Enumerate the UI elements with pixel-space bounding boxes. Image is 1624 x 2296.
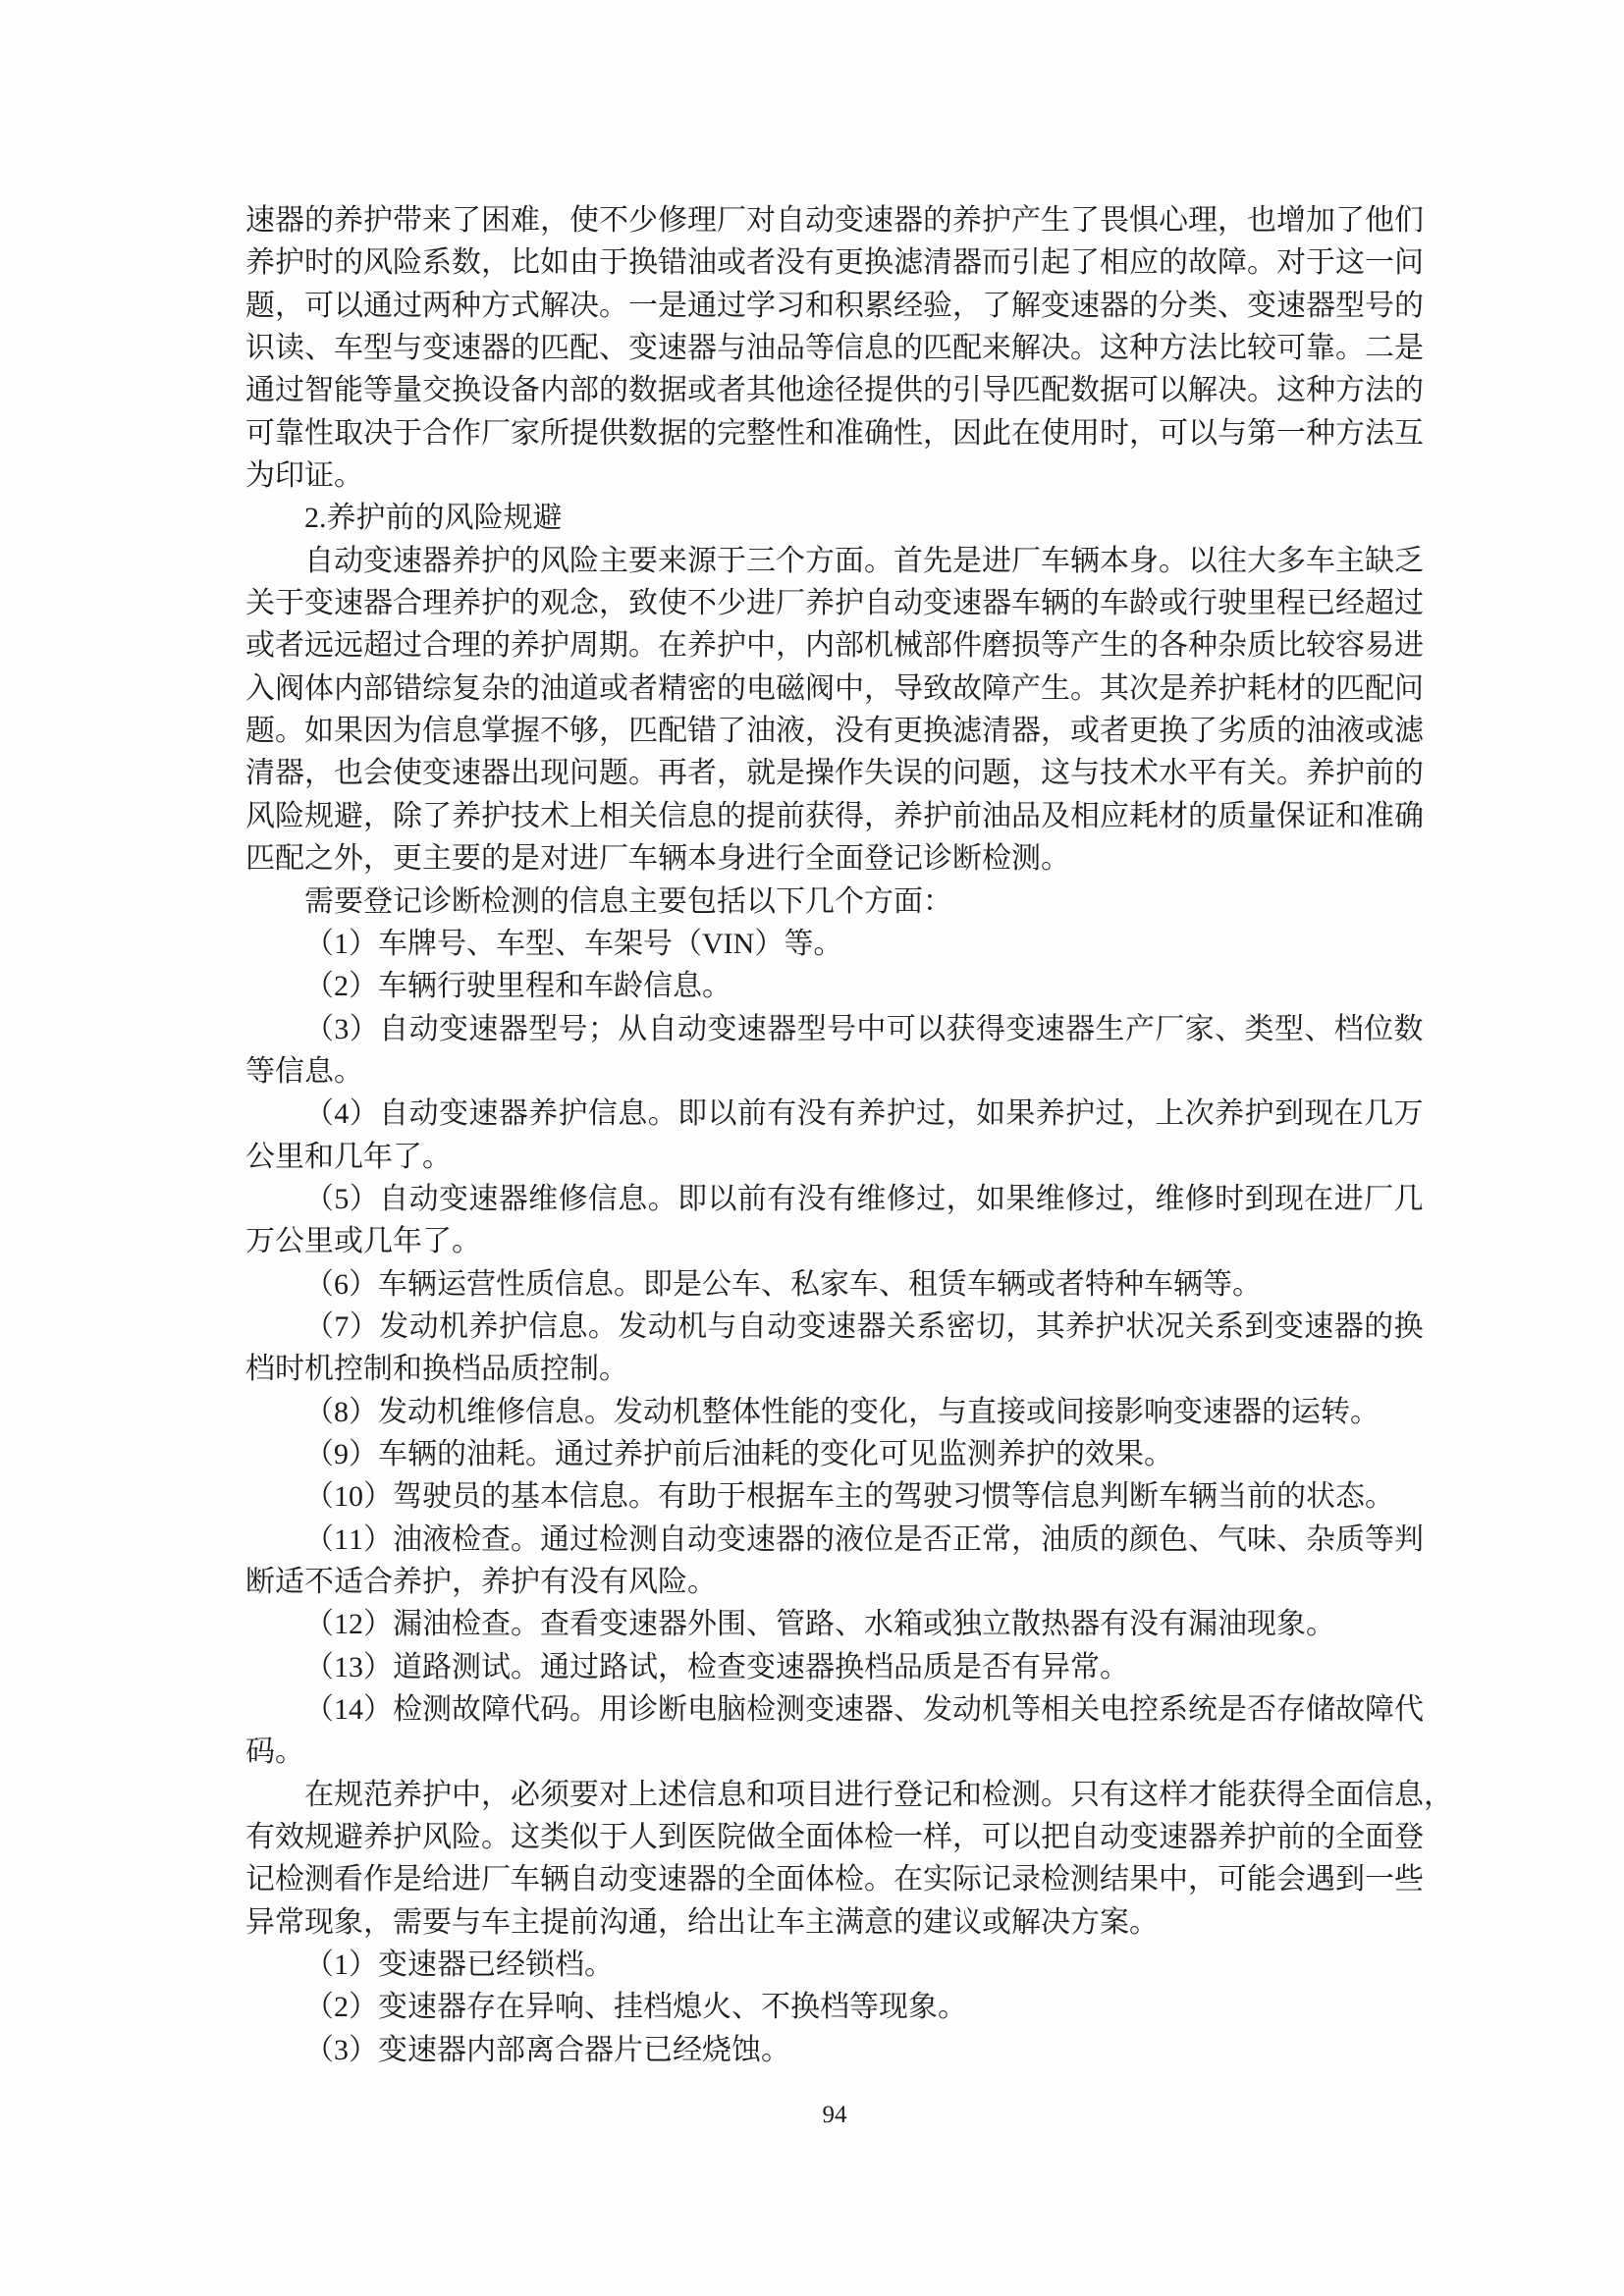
text-line: 速 器 的 养 护 带 来 了 困 难 ， 使 不 少 修 理 厂 对 自 动 变 速 器 的 养 护 产 生 了 畏 惧 心 理 ， 也 增 加 了 他 们 [245,204,1424,237]
text-line: （6）车辆运营性质信息。即是公车、私家车、租赁车辆或者特种车辆等。 [304,1267,1262,1301]
text-line: （8）发动机维修信息。发动机整体性能的变化，与直接或间接影响变速器的运转。 [304,1395,1380,1428]
text-line: 自 动 变 速 器 养 护 的 风 险 主 要 来 源 于 三 个 方 面 。 首 先 是 进 厂 车 辆 本 身 。 以 往 大 多 车 主 缺 乏 [304,544,1424,577]
text-line: 万公里或几年了。 [245,1225,481,1258]
text-line: 匹配之外，更主要的是对进厂车辆本身进行全面登记诊断检测。 [245,842,1070,876]
text-line: （2）变速器存在异响、挂档熄火、不换档等现象。 [304,1991,967,2024]
text-line: （2）车辆行驶里程和车龄信息。 [304,970,731,1003]
text-line: 公里和几年了。 [245,1140,452,1173]
text-line: 通 过 智 能 等 量 交 换 设 备 内 部 的 数 据 或 者 其 他 途 径 提 供 的 引 导 匹 配 数 据 可 以 解 决 。 这 种 方 法 的 [245,374,1424,407]
text-line: （ 4 ） 自 动 变 速 器 养 护 信 息 。 即 以 前 有 没 有 养 护 过 ， 如 果 养 护 过 ， 上 次 养 护 到 现 在 几 万 [304,1097,1424,1131]
text-line: （ 7 ） 发 动 机 养 护 信 息 。 发 动 机 与 自 动 变 速 器 关 系 密 切 ， 其 养 护 状 况 关 系 到 变 速 器 的 换 [304,1309,1424,1343]
text-line: （13）道路测试。通过路试，检查变速器换档品质是否有异常。 [304,1650,1129,1683]
text-line: 关 于 变 速 器 合 理 养 护 的 观 念 ， 致 使 不 少 进 厂 养 护 自 动 变 速 器 车 辆 的 车 龄 或 行 驶 里 程 已 经 超 过 [245,587,1424,620]
text-line: 题 ， 可 以 通 过 两 种 方 式 解 决 。 一 是 通 过 学 习 和 积 累 经 验 ， 了 解 变 速 器 的 分 类 、 变 速 器 型 号 的 [245,289,1424,322]
text-line: （1）变速器已经锁档。 [304,1949,614,1982]
text-line: 等信息。 [245,1054,363,1088]
text-line: （1）车牌号、车型、车架号（VIN）等。 [304,927,843,960]
text-line: 风 险 规 避 ， 除 了 养 护 技 术 上 相 关 信 息 的 提 前 获 得 ， 养 护 前 油 品 及 相 应 耗 材 的 质 量 保 证 和 准 确 [245,799,1424,832]
text-line: 清 器 ， 也 会 使 变 速 器 出 现 问 题 。 再 者 ， 就 是 操 作 失 误 的 问 题 ， 这 与 技 术 水 平 有 关 。 养 护 前 的 [245,757,1424,790]
text-line: 需要登记诊断检测的信息主要包括以下几个方面： [304,884,952,918]
text-line: 在 规 范 养 护 中 ， 必 须 要 对 上 述 信 息 和 项 目 进 行 登 记 和 检 测 。 只 有 这 样 才 能 获 得 全 面 信 息 ， [304,1778,1453,1811]
text-line: 异常现象，需要与车主提前沟通，给出让车主满意的建议或解决方案。 [245,1905,1159,1939]
text-line: （12）漏油检查。查看变速器外围、管路、水箱或独立散热器有没有漏油现象。 [304,1608,1335,1641]
text-line: （ 1 1 ） 油 液 检 查 。 通 过 检 测 自 动 变 速 器 的 液 位 是 否 正 常 ， 油 质 的 颜 色 、 气 味 、 杂 质 等 判 [304,1522,1424,1556]
text-line: 为印证。 [245,459,363,493]
text-line: （ 1 4 ） 检 测 故 障 代 码 。 用 诊 断 电 脑 检 测 变 速 器 、 发 动 机 等 相 关 电 控 系 统 是 否 存 储 故 障 代 [304,1693,1424,1727]
text-line: 可 靠 性 取 决 于 合 作 厂 家 所 提 供 数 据 的 完 整 性 和 准 确 性 ， 因 此 在 使 用 时 ， 可 以 与 第 一 种 方 法 互 [245,416,1424,450]
text-line: 有 效 规 避 养 护 风 险 。 这 类 似 于 人 到 医 院 做 全 面 体 检 一 样 ， 可 以 把 自 动 变 速 器 养 护 前 的 全 面 登 [245,1821,1424,1854]
text-line: 养 护 时 的 风 险 系 数 ， 比 如 由 于 换 错 油 或 者 没 有 更 换 滤 清 器 而 引 起 了 相 应 的 故 障 。 对 于 这 一 问 [245,246,1424,280]
text-line: 入 阀 体 内 部 错 综 复 杂 的 油 道 或 者 精 密 的 电 磁 阀 中 ， 导 致 故 障 产 生 。 其 次 是 养 护 耗 材 的 匹 配 问 [245,671,1424,705]
text-line: 或 者 远 远 超 过 合 理 的 养 护 周 期 。 在 养 护 中 ， 内 部 机 械 部 件 磨 损 等 产 生 的 各 种 杂 质 比 较 容 易 进 [245,629,1424,663]
body-text [245,199,1453,2071]
text-line: （10）驾驶员的基本信息。有助于根据车主的驾驶习惯等信息判断车辆当前的状态。 [304,1480,1394,1514]
text-line: 断适不适合养护，养护有没有风险。 [245,1566,717,1598]
text-line: 2.养护前的风险规避 [304,502,563,535]
text-line: （9）车辆的油耗。通过养护前后油耗的变化可见监测养护的效果。 [304,1437,1173,1470]
text-line: 档时机控制和换档品质控制。 [245,1353,628,1386]
text-line: 题 。 如 果 因 为 信 息 掌 握 不 够 ， 匹 配 错 了 油 液 ， 没 有 更 换 滤 清 器 ， 或 者 更 换 了 劣 质 的 油 液 或 滤 [245,715,1424,748]
text-line: 码。 [245,1735,304,1769]
text-line: 记 检 测 看 作 是 给 进 厂 车 辆 自 动 变 速 器 的 全 面 体 检 。 在 实 际 记 录 检 测 结 果 中 ， 可 能 会 遇 到 一 些 [245,1863,1424,1896]
text-line: 识 读 、 车 型 与 变 速 器 的 匹 配 、 变 速 器 与 油 品 等 信 息 的 匹 配 来 解 决 。 这 种 方 法 比 较 可 靠 。 二 是 [245,332,1424,365]
text-line: （ 5 ） 自 动 变 速 器 维 修 信 息 。 即 以 前 有 没 有 维 修 过 ， 如 果 维 修 过 ， 维 修 时 到 现 在 进 厂 几 [304,1182,1424,1215]
text-line: （ 3 ） 自 动 变 速 器 型 号 ； 从 自 动 变 速 器 型 号 中 可 以 获 得 变 速 器 生 产 厂 家 、 类 型 、 档 位 数 [304,1012,1424,1045]
text-line: （3）变速器内部离合器片已经烧蚀。 [304,2033,790,2066]
page-number: 94 [822,2102,847,2128]
